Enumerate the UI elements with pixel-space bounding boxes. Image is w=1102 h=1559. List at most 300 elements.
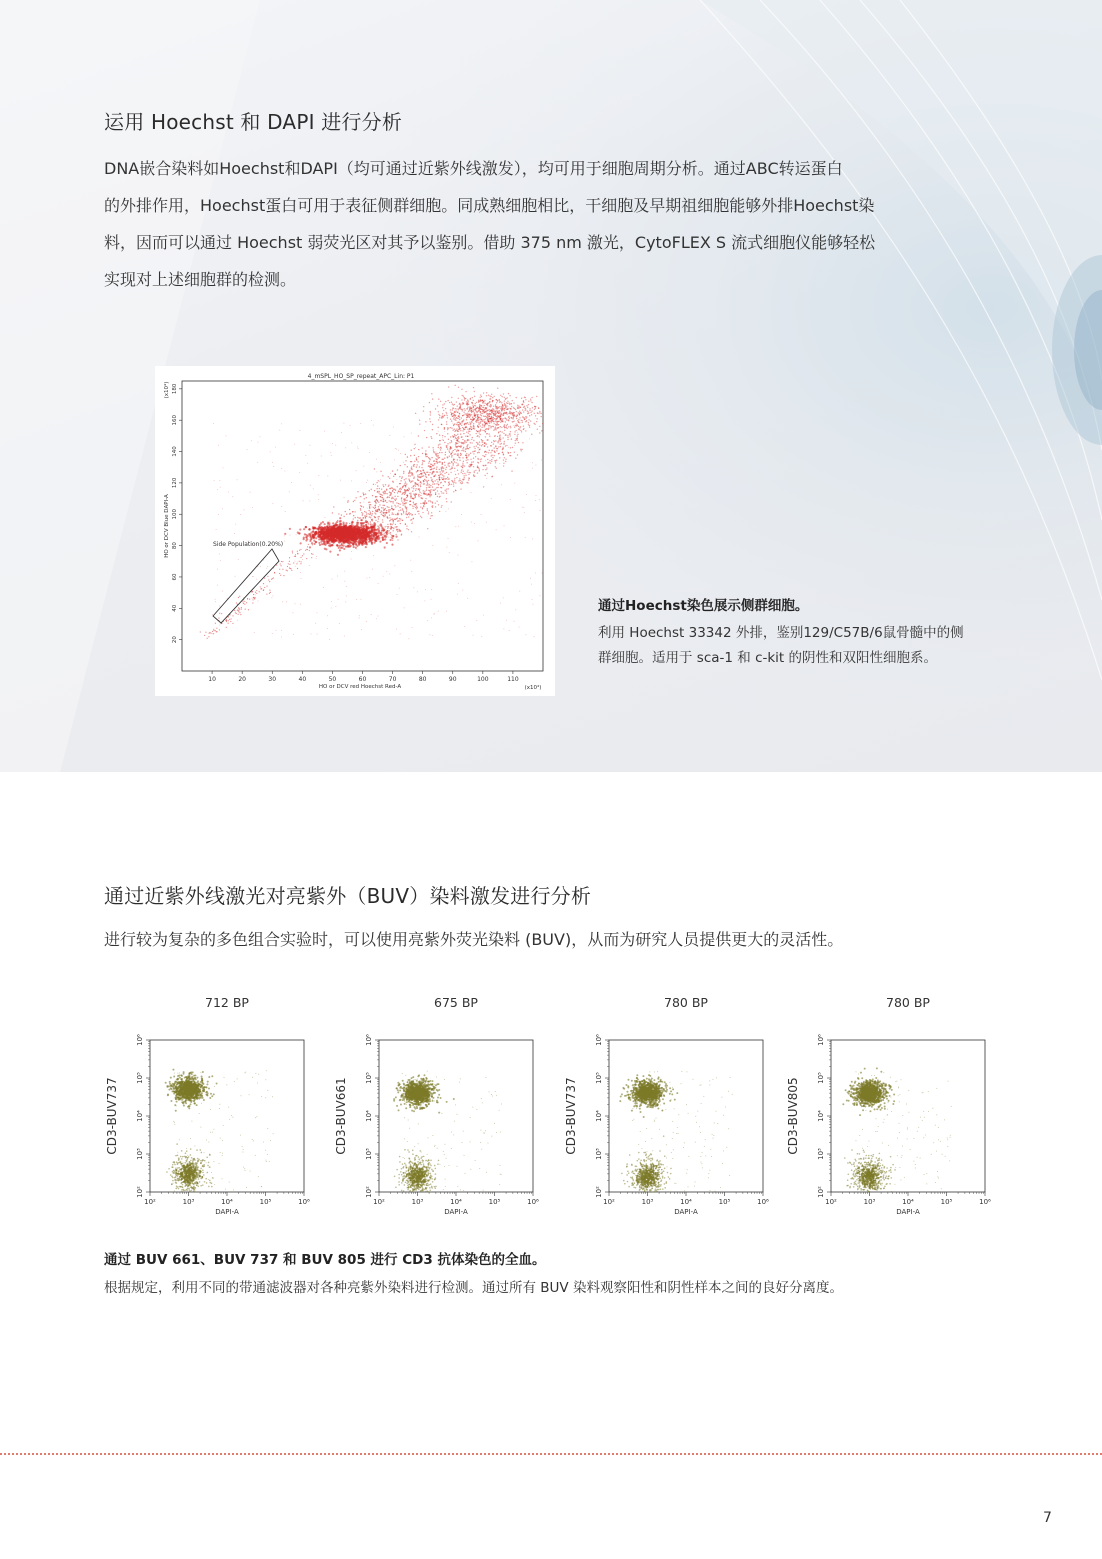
data-point <box>353 526 354 527</box>
data-point <box>205 632 206 633</box>
data-point <box>431 464 432 465</box>
data-point <box>392 501 393 502</box>
data-point <box>450 472 451 473</box>
data-point <box>229 619 230 620</box>
data-point <box>473 466 474 467</box>
data-point <box>228 623 229 624</box>
data-point <box>396 502 397 503</box>
data-point <box>466 442 467 443</box>
data-point <box>503 454 504 455</box>
data-point <box>369 577 370 578</box>
data-point <box>512 447 513 448</box>
data-point <box>208 633 209 634</box>
data-point <box>217 585 218 586</box>
data-point <box>419 420 420 421</box>
data-point <box>240 614 241 615</box>
data-point <box>470 459 471 460</box>
data-point <box>444 436 445 437</box>
data-point <box>499 457 500 458</box>
data-point <box>485 469 486 470</box>
data-point <box>489 401 490 402</box>
x-tick-label: 110 <box>507 676 519 683</box>
data-point <box>434 465 435 466</box>
data-point <box>430 421 431 422</box>
data-point <box>466 403 467 404</box>
data-point <box>409 501 410 502</box>
data-point <box>375 499 376 500</box>
data-point <box>472 417 473 418</box>
data-point <box>504 403 505 404</box>
data-point <box>456 428 457 429</box>
data-point <box>451 440 452 441</box>
data-point <box>444 462 445 463</box>
data-point <box>474 523 475 524</box>
data-point <box>300 572 301 573</box>
data-point <box>447 400 448 401</box>
data-point <box>534 636 535 637</box>
data-point <box>523 428 524 429</box>
data-point <box>448 538 449 539</box>
data-point <box>484 425 485 426</box>
x-tick-label: 100 <box>477 676 489 683</box>
data-point <box>418 485 419 486</box>
data-point <box>366 497 367 498</box>
data-point <box>531 584 532 585</box>
data-point <box>470 423 471 424</box>
data-point <box>539 595 540 596</box>
data-point <box>380 479 381 480</box>
data-point <box>509 455 510 456</box>
data-point <box>458 418 459 419</box>
data-point <box>394 496 395 497</box>
data-point <box>325 548 327 550</box>
data-point <box>466 457 467 458</box>
data-point <box>209 1097 211 1099</box>
data-point <box>498 424 499 425</box>
data-point <box>462 463 463 464</box>
data-point <box>500 395 501 396</box>
data-point <box>471 442 472 443</box>
data-point <box>481 419 482 420</box>
data-point <box>297 551 298 552</box>
data-point <box>497 387 498 388</box>
data-point <box>386 493 387 494</box>
data-point <box>448 508 449 509</box>
data-point <box>481 427 482 428</box>
data-point <box>482 465 483 466</box>
data-point <box>271 579 272 580</box>
data-point <box>481 439 482 440</box>
data-point <box>269 593 270 594</box>
data-point <box>503 597 504 598</box>
data-point <box>388 537 389 538</box>
data-point <box>510 499 511 500</box>
data-point <box>239 596 240 597</box>
data-point <box>370 523 372 525</box>
data-point <box>275 447 276 448</box>
data-point <box>467 413 468 414</box>
data-point <box>525 430 526 431</box>
data-point <box>344 581 345 582</box>
data-point <box>480 417 481 418</box>
data-point <box>329 521 330 522</box>
data-point <box>442 459 443 460</box>
data-point <box>401 514 402 515</box>
data-point <box>331 544 333 546</box>
data-point <box>536 396 537 397</box>
data-point <box>444 478 445 479</box>
data-point <box>445 469 446 470</box>
data-point <box>417 470 418 471</box>
data-point <box>498 407 499 408</box>
data-point <box>474 391 475 392</box>
data-point <box>484 475 485 476</box>
data-point <box>247 449 248 450</box>
data-point <box>273 466 274 467</box>
data-point <box>484 442 485 443</box>
data-point <box>363 502 364 503</box>
data-point <box>541 460 542 461</box>
data-point <box>404 479 405 480</box>
data-point <box>291 482 292 483</box>
data-point <box>380 496 381 497</box>
data-point <box>494 436 495 437</box>
data-point <box>390 526 391 527</box>
data-point <box>482 442 483 443</box>
data-point <box>500 446 501 447</box>
data-point <box>281 468 282 469</box>
data-point <box>414 455 415 456</box>
data-point <box>524 512 525 513</box>
data-point <box>360 519 361 520</box>
data-point <box>462 403 463 404</box>
data-point <box>473 446 474 447</box>
data-point <box>347 500 348 501</box>
data-point <box>519 422 520 423</box>
data-point <box>434 463 435 464</box>
data-point <box>354 537 356 539</box>
data-point <box>514 434 515 435</box>
data-point <box>300 542 302 544</box>
data-point <box>343 516 344 517</box>
data-point <box>468 431 469 432</box>
gate-label: Side Population(0.20%) <box>213 541 284 548</box>
data-point <box>496 529 497 530</box>
data-point <box>485 428 486 429</box>
data-point <box>220 487 221 488</box>
data-point <box>492 408 493 409</box>
data-point <box>411 487 412 488</box>
data-point <box>232 623 233 624</box>
data-point <box>332 525 334 527</box>
data-point <box>363 517 364 518</box>
data-point <box>529 425 530 426</box>
data-point <box>472 437 473 438</box>
data-point <box>418 483 419 484</box>
data-point <box>377 516 378 517</box>
data-point <box>295 554 296 555</box>
data-point <box>447 417 448 418</box>
data-point <box>321 536 323 538</box>
data-point <box>356 549 357 550</box>
data-point <box>515 397 516 398</box>
data-point <box>424 600 425 601</box>
data-point <box>477 472 478 473</box>
data-point <box>474 413 475 414</box>
data-point <box>473 453 474 454</box>
data-point <box>491 420 492 421</box>
data-point <box>386 502 387 503</box>
data-point <box>353 546 355 548</box>
data-point <box>532 538 533 539</box>
data-point <box>354 529 355 530</box>
data-point <box>532 462 533 463</box>
data-point <box>478 420 479 421</box>
data-point <box>437 456 438 457</box>
data-point <box>259 436 260 437</box>
data-point <box>377 485 378 486</box>
data-point <box>445 478 446 479</box>
data-point <box>305 526 307 528</box>
data-point <box>373 555 374 556</box>
data-point <box>447 477 448 478</box>
data-point <box>331 455 332 456</box>
data-point <box>496 413 497 414</box>
data-point <box>442 474 443 475</box>
data-point <box>475 456 476 457</box>
data-point <box>459 478 460 479</box>
data-point <box>408 529 409 530</box>
data-point <box>493 411 494 412</box>
data-point <box>422 512 423 513</box>
data-point <box>426 489 427 490</box>
data-point <box>300 561 301 562</box>
data-point <box>469 409 470 410</box>
data-point <box>362 540 364 542</box>
data-point <box>514 431 515 432</box>
data-point <box>457 453 458 454</box>
data-point <box>457 434 458 435</box>
data-point <box>366 482 367 483</box>
data-point <box>270 451 271 452</box>
data-point <box>386 542 388 544</box>
data-point <box>385 508 386 509</box>
data-point <box>445 452 446 453</box>
data-point <box>535 415 536 416</box>
data-point <box>502 437 503 438</box>
data-point <box>400 523 401 524</box>
data-point <box>366 621 367 622</box>
data-point <box>289 535 290 536</box>
data-point <box>461 443 462 444</box>
data-point <box>464 626 465 627</box>
data-point <box>408 472 409 473</box>
data-point <box>455 430 456 431</box>
data-point <box>491 410 492 411</box>
y-tick-label: 10⁶ <box>136 1034 144 1046</box>
data-point <box>453 463 454 464</box>
data-point <box>378 537 379 538</box>
data-point <box>503 393 504 394</box>
data-point <box>487 473 488 474</box>
data-point <box>517 432 518 433</box>
data-point <box>433 449 434 450</box>
data-point <box>455 489 456 490</box>
data-point <box>454 449 455 450</box>
data-point <box>442 479 443 480</box>
data-point <box>506 427 507 428</box>
data-point <box>354 500 355 501</box>
data-point <box>379 481 380 482</box>
data-point <box>357 491 358 492</box>
data-point <box>378 506 379 507</box>
data-point <box>462 448 463 449</box>
data-point <box>391 514 392 515</box>
data-point <box>373 522 375 524</box>
data-point <box>418 513 419 514</box>
data-point <box>389 574 390 575</box>
data-point <box>263 583 264 584</box>
data-point <box>418 435 419 436</box>
data-point <box>461 471 462 472</box>
data-point <box>352 534 354 536</box>
data-point <box>387 530 388 531</box>
data-point <box>460 454 461 455</box>
data-point <box>513 402 514 403</box>
data-point <box>467 436 468 437</box>
data-point <box>413 489 414 490</box>
data-point <box>451 441 452 442</box>
data-point <box>502 421 503 422</box>
data-point <box>455 420 456 421</box>
data-point <box>520 430 521 431</box>
data-point <box>448 450 449 451</box>
data-point <box>313 540 315 542</box>
data-point <box>484 403 485 404</box>
data-point <box>510 447 511 448</box>
data-point <box>374 516 375 517</box>
data-point <box>399 518 400 519</box>
data-point <box>444 457 445 458</box>
data-point <box>439 469 440 470</box>
data-point <box>356 599 357 600</box>
data-point <box>439 417 440 418</box>
data-point <box>346 514 347 515</box>
data-point <box>405 478 406 479</box>
data-point <box>247 598 248 599</box>
data-point <box>309 445 310 446</box>
data-point <box>371 515 372 516</box>
data-point <box>375 502 376 503</box>
data-point <box>452 423 453 424</box>
data-point <box>345 602 346 603</box>
data-point <box>515 438 516 439</box>
data-point <box>480 421 481 422</box>
data-point <box>523 402 524 403</box>
data-point <box>342 521 344 523</box>
data-point <box>388 526 389 527</box>
data-point <box>196 1104 198 1106</box>
data-point <box>413 506 414 507</box>
data-point <box>367 526 368 527</box>
data-point <box>463 447 464 448</box>
data-point <box>259 591 260 592</box>
data-point <box>400 465 401 466</box>
data-point <box>359 517 360 518</box>
data-point <box>303 528 305 530</box>
data-point <box>372 540 373 541</box>
data-point <box>495 411 496 412</box>
data-point <box>291 568 292 569</box>
data-point <box>238 611 239 612</box>
data-point <box>382 534 383 535</box>
data-point <box>435 451 436 452</box>
data-point <box>507 439 508 440</box>
data-point <box>482 469 483 470</box>
data-point <box>284 541 285 542</box>
data-point <box>410 495 411 496</box>
data-point <box>359 531 361 533</box>
data-point <box>391 505 392 506</box>
data-point <box>379 524 380 525</box>
x-tick-label: 60 <box>358 676 367 683</box>
data-point <box>370 516 371 517</box>
data-point <box>441 452 442 453</box>
data-point <box>272 595 273 596</box>
data-point <box>391 507 392 508</box>
data-point <box>418 496 419 497</box>
data-point <box>486 469 487 470</box>
data-point <box>430 515 431 516</box>
data-point <box>531 410 532 411</box>
data-point <box>413 518 414 519</box>
data-point <box>424 479 425 480</box>
y-axis-multiplier: (x10⁴) <box>164 381 170 399</box>
data-point <box>463 461 464 462</box>
data-point <box>360 502 361 503</box>
data-point <box>413 486 414 487</box>
data-point <box>462 439 463 440</box>
data-point <box>521 431 522 432</box>
data-point <box>345 447 346 448</box>
data-point <box>332 522 334 524</box>
data-point <box>523 425 524 426</box>
data-point <box>458 473 459 474</box>
data-point <box>429 472 430 473</box>
data-point <box>395 500 396 501</box>
data-point <box>370 512 371 513</box>
data-point <box>382 529 383 530</box>
data-point <box>297 568 298 569</box>
data-point <box>457 405 458 406</box>
data-point <box>284 535 285 536</box>
data-point <box>525 418 526 419</box>
data-point <box>435 506 436 507</box>
data-point <box>477 447 478 448</box>
data-point <box>388 533 389 534</box>
data-point <box>504 408 505 409</box>
data-point <box>405 514 406 515</box>
data-point <box>371 527 372 528</box>
data-point <box>521 420 522 421</box>
data-point <box>439 478 440 479</box>
data-point <box>356 525 357 526</box>
data-point <box>357 446 358 447</box>
data-point <box>413 466 414 467</box>
data-point <box>438 419 439 420</box>
data-point <box>480 459 481 460</box>
data-point <box>360 509 361 510</box>
